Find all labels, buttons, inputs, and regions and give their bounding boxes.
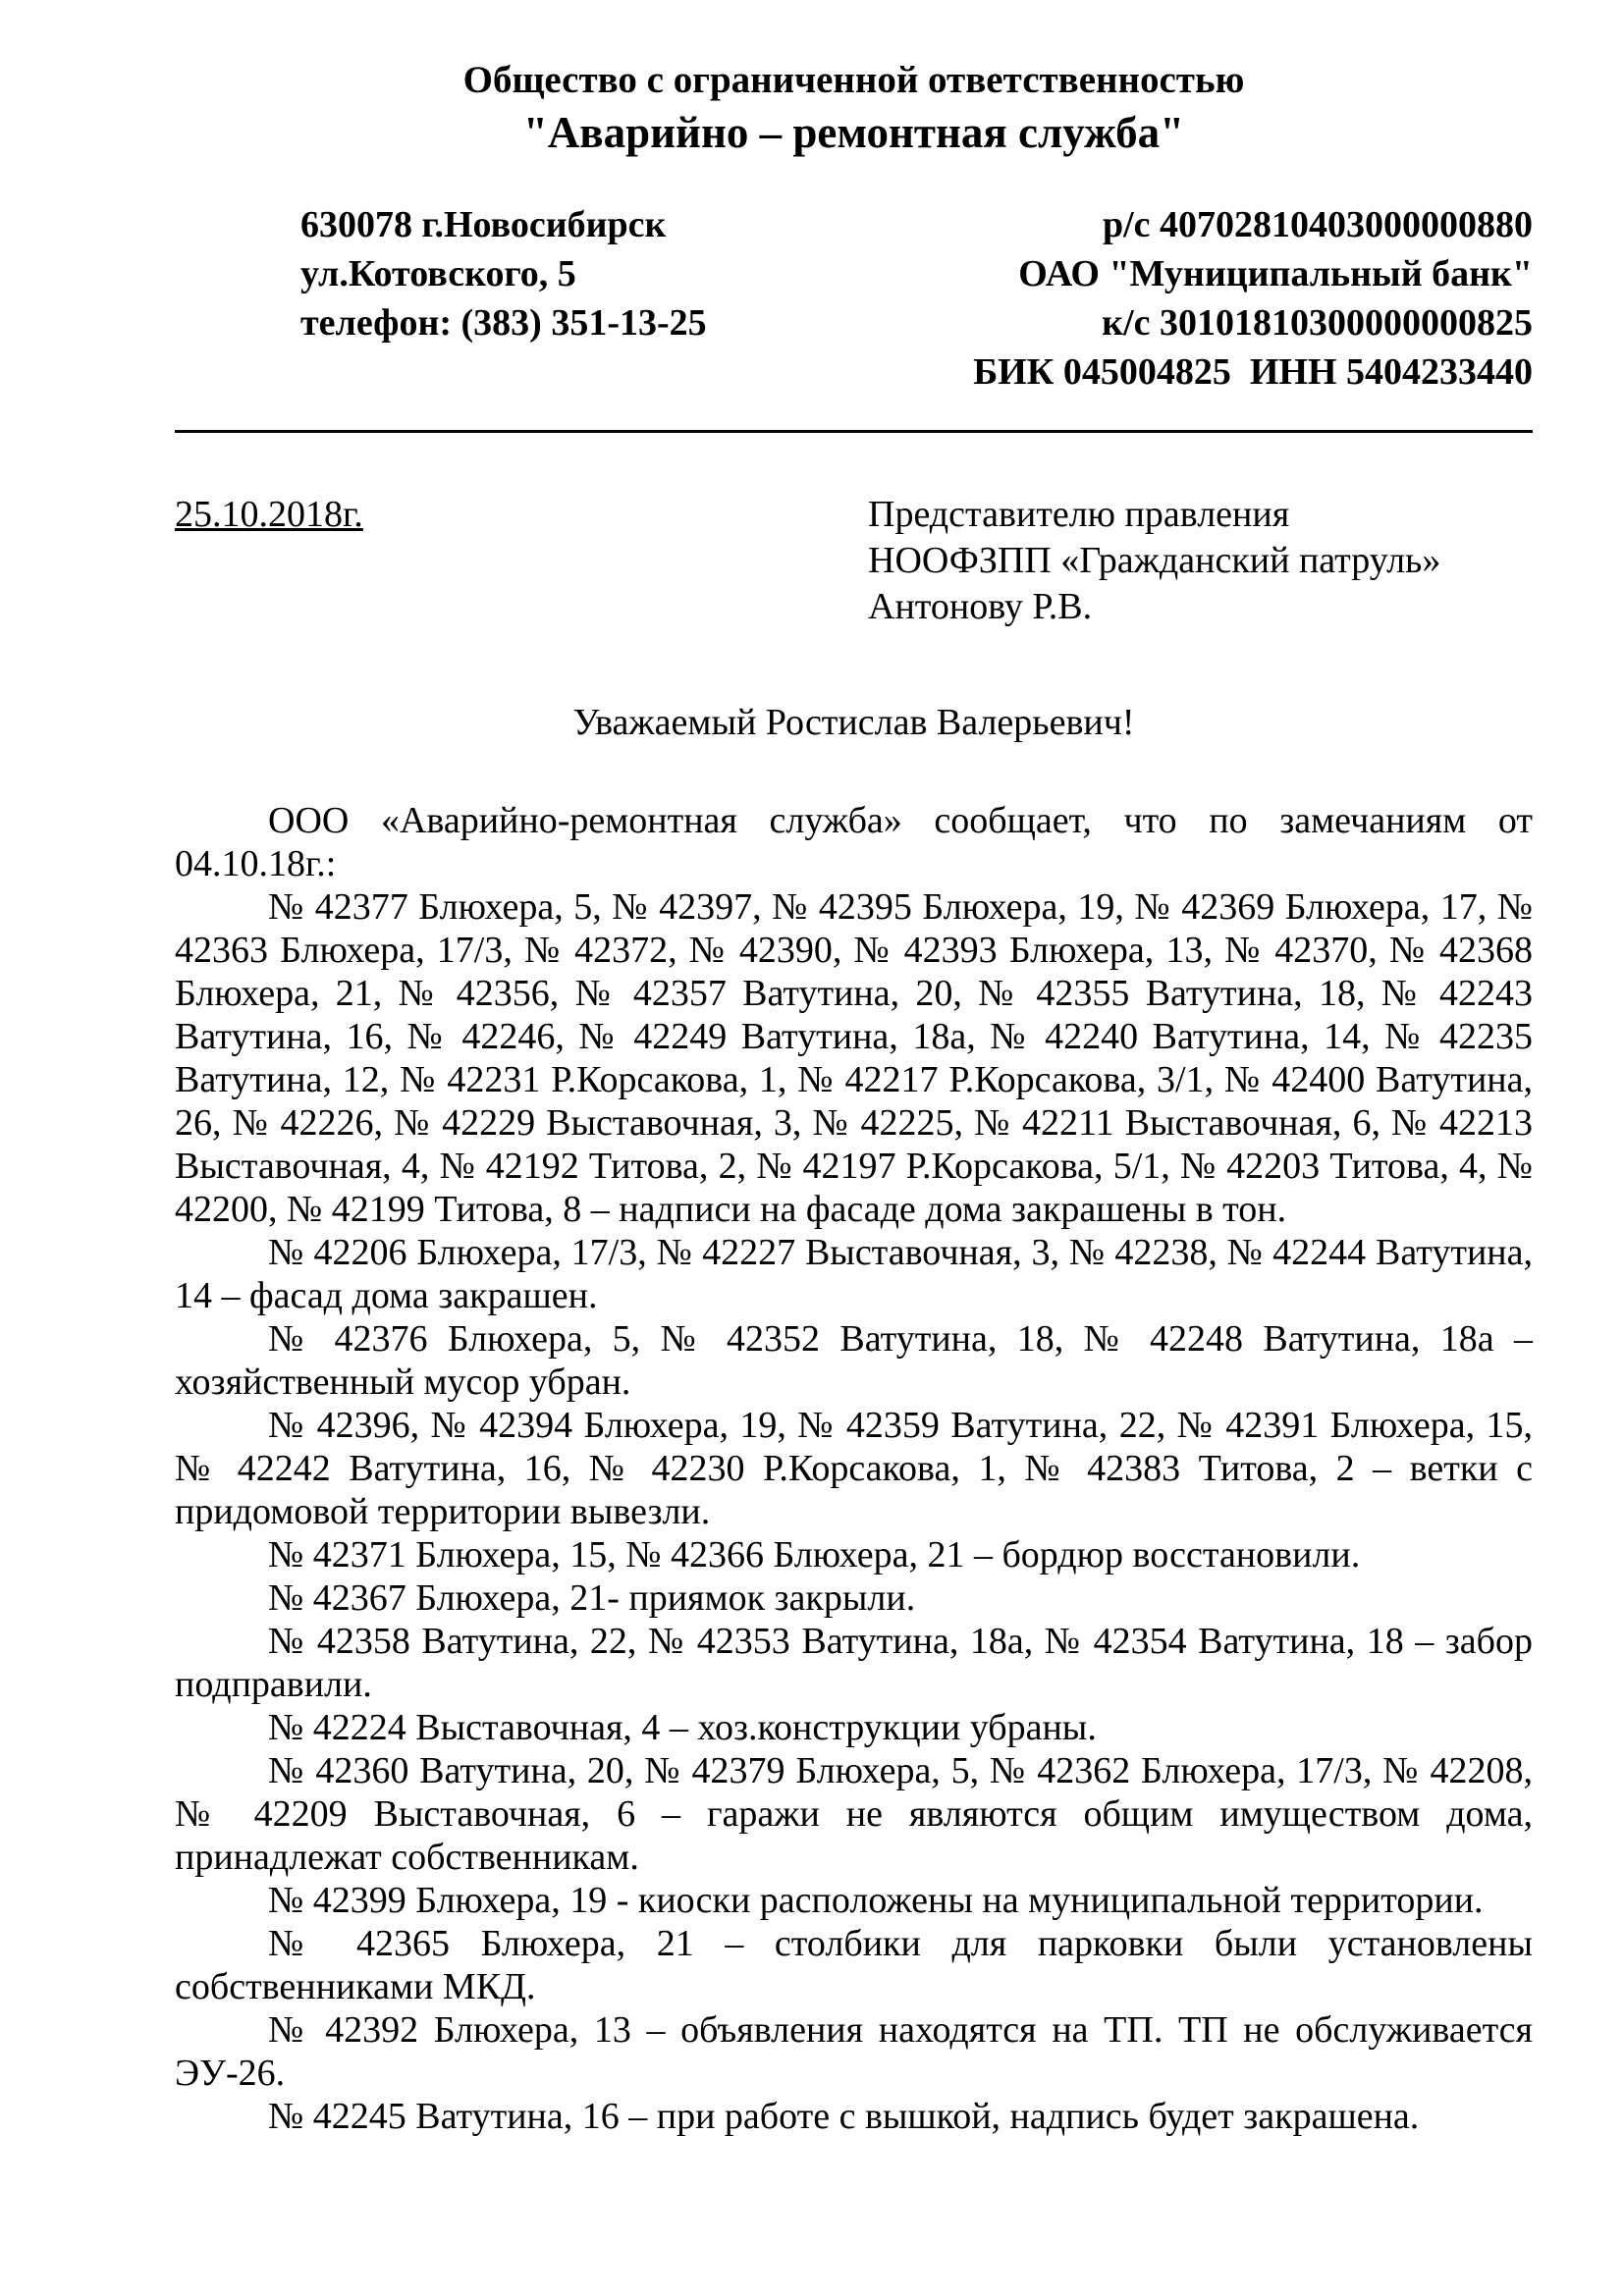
recipient-block	[868, 492, 1533, 630]
salutation: Уважаемый Ростислав Валерьевич!	[572, 702, 1135, 743]
body-paragraph: № 42358 Ватутина, 22, № 42353 Ватутина, 18а, № 42354 Ватутина, 18 – забор подправили.	[175, 1621, 1533, 1705]
header-divider	[175, 430, 1533, 433]
body-paragraph-intro: ООО «Аварийно-ремонтная служба» сообщает, что по замечаниям от 04.10.18г.:	[175, 800, 1533, 884]
recipient-line: Антонову Р.В.	[868, 586, 1093, 627]
bank-name-line: ОАО "Муниципальный банк"	[1018, 253, 1533, 294]
body-paragraph: № 42367 Блюхера, 21- приямок закрыли.	[268, 1577, 916, 1619]
body-paragraph: № 42396, № 42394 Блюхера, 19, № 42359 Ватутина, 22, № 42391 Блюхера, 15, № 42242 Ватутина, 16, № 42230 Р.Корсакова, 1, № 42383 Титова, 2 – ветки с придомовой территории вывезли.	[175, 1405, 1533, 1532]
body-paragraph: № 42371 Блюхера, 15, № 42366 Блюхера, 21 – бордюр восстановили.	[268, 1534, 1361, 1575]
recipient-line: НООФЗПП «Гражданский патруль»	[868, 540, 1441, 581]
recipient-line: Представителю правления	[868, 494, 1290, 535]
body-paragraph: № 42206 Блюхера, 17/3, № 42227 Выставочная, 3, № 42238, № 42244 Ватутина, 14 – фасад дома закрашен.	[175, 1232, 1533, 1316]
org-bank-details-block	[973, 200, 1533, 397]
body-paragraph: № 42224 Выставочная, 4 – хоз.конструкции убраны.	[268, 1707, 1097, 1748]
bank-account-line: р/с 40702810403000000880	[1102, 204, 1533, 245]
org-phone-line: телефон: (383) 351-13-25	[300, 302, 707, 344]
letter-date-cell	[175, 492, 868, 630]
body-paragraph: № 42360 Ватутина, 20, № 42379 Блюхера, 5, № 42362 Блюхера, 17/3, № 42208, № 42209 Выставочная, 6 – гаражи не являются общим имуществом дома, принадлежат собственникам.	[175, 1750, 1533, 1878]
body-paragraph: № 42377 Блюхера, 5, № 42397, № 42395 Блюхера, 19, № 42369 Блюхера, 17, № 42363 Блюхера, 17/3, № 42372, № 42390, № 42393 Блюхера, 13, № 42370, № 42368 Блюхера, 21, № 42356, № 42357 Ватутина, 20, № 42355 Ватутина, 18, № 42243 Ватутина, 16, № 42246, № 42249 Ватутина, 18а, № 42240 Ватутина, 14, № 42235 Ватутина, 12, № 42231 Р.Корсакова, 1, № 42217 Р.Корсакова, 3/1, № 42400 Ватутина, 26, № 42226, № 42229 Выставочная, 3, № 42225, № 42211 Выставочная, 6, № 42213 Выставочная, 4, № 42192 Титова, 2, № 42197 Р.Корсакова, 5/1, № 42203 Титова, 4, № 42200, № 42199 Титова, 8 – надписи на фасаде дома закрашены в тон.	[175, 886, 1533, 1230]
bank-corr-account-line: к/с 30101810300000000825	[1102, 302, 1533, 344]
body-paragraph: № 42399 Блюхера, 19 - киоски расположены на муниципальной территории.	[268, 1880, 1484, 1921]
org-address-line: 630078 г.Новосибирск	[300, 204, 667, 245]
body-paragraph: № 42392 Блюхера, 13 – объявления находятся на ТП. ТП не обслуживается ЭУ-26.	[175, 2009, 1533, 2094]
letter-date: 25.10.2018г.	[175, 494, 363, 535]
org-address-line: ул.Котовского, 5	[300, 253, 576, 294]
letterhead	[175, 57, 1533, 433]
body-paragraph: № 42245 Ватутина, 16 – при работе с вышкой, надпись будет закрашена.	[268, 2096, 1420, 2137]
requisites-row	[175, 200, 1533, 397]
org-name: "Аварийно – ремонтная служба"	[522, 108, 1185, 157]
date-recipient-row	[175, 492, 1533, 630]
body-paragraph: № 42365 Блюхера, 21 – столбики для парковки были установлены собственниками МКД.	[175, 1923, 1533, 2007]
body-paragraph: № 42376 Блюхера, 5, № 42352 Ватутина, 18, № 42248 Ватутина, 18а – хозяйственный мусор убран.	[175, 1318, 1533, 1403]
org-address-block	[175, 200, 707, 397]
letter-body	[175, 799, 1533, 2138]
org-type: Общество с ограниченной ответственностью	[462, 59, 1245, 101]
bank-bik-inn-line: БИК 045004825 ИНН 5404233440	[973, 351, 1533, 393]
